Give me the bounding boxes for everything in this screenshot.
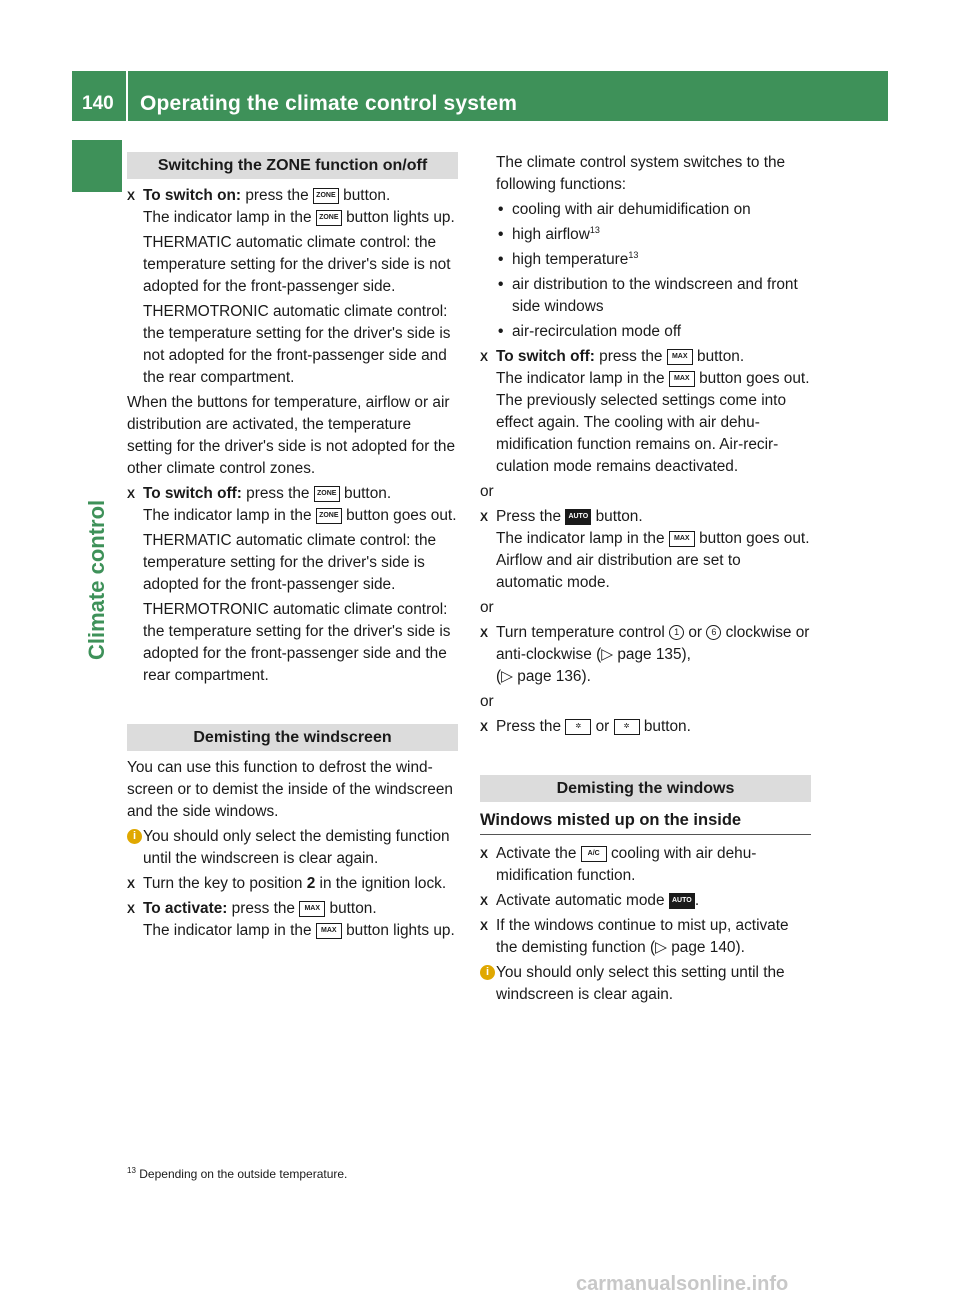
- activate-ac-step: X Activate the A/C cooling with air dehumidification function.: [480, 845, 757, 884]
- or-text: or: [480, 483, 494, 500]
- defrost-max-icon: MAX: [316, 923, 342, 939]
- side-section-label: Climate control: [84, 499, 109, 660]
- or-text: or: [480, 693, 494, 710]
- page-number: 140: [82, 93, 114, 114]
- zone-button-icon: ZONE: [316, 508, 342, 524]
- right-column: [480, 152, 811, 1009]
- step-arrow-icon: X: [480, 919, 489, 933]
- paragraph: You can use this function to defrost the windscreen or to demist the inside of the windscreen and the side windows.: [127, 759, 453, 820]
- paragraph: THERMOTRONIC automatic climate control: the temperature setting for the driver's side is not adopted for the front-passenger side and the rear compartment.: [143, 303, 451, 386]
- ac-button-icon: A/C: [581, 846, 607, 862]
- paragraph: THERMATIC automatic climate control: the temperature setting for the driver's side is adopted for the front-passenger side.: [143, 532, 437, 593]
- step-arrow-icon: X: [480, 510, 489, 524]
- demist-section-title: Demisting the windscreen: [127, 724, 458, 751]
- page-ref-arrow-icon: ▷: [501, 668, 518, 685]
- paragraph: THERMATIC automatic climate control: the temperature setting for the driver's side is not adopted for the front-passenger side.: [143, 234, 451, 295]
- defrost-max-icon: MAX: [667, 349, 693, 365]
- zone-section-title: Switching the ZONE function on/off: [127, 152, 458, 179]
- press-auto-step: X Press the AUTO button. The indicator lamp in the MAX button goes out. Airflow and air distribution are set to automatic mode.: [480, 508, 810, 591]
- windows-section-title: Demisting the windows: [480, 775, 811, 802]
- defrost-max-icon: MAX: [299, 901, 325, 917]
- ignition-step: X Turn the key to position 2 in the ignition lock.: [127, 873, 458, 895]
- windows-subtitle: Windows misted up on the inside: [480, 808, 811, 835]
- defrost-max-icon: MAX: [669, 371, 695, 387]
- info-icon: i: [127, 829, 142, 844]
- fan-up-icon: ✲: [565, 719, 591, 735]
- info-icon: i: [480, 965, 495, 980]
- page-ref-arrow-icon: ▷: [601, 646, 618, 663]
- or-text: or: [480, 599, 494, 616]
- left-column: [127, 152, 458, 945]
- step-arrow-icon: X: [127, 487, 136, 501]
- paragraph: When the buttons for temperature, airflow or air distribution are activated, the temperature setting for the driver's side is not adopted for the other climate control zones.: [127, 394, 456, 477]
- step-arrow-icon: X: [480, 626, 489, 640]
- press-fan-step: X Press the ✲ or ✲ button.: [480, 716, 811, 738]
- mist-up-step: X If the windows continue to mist up, activate the demisting function (▷ page 140).: [480, 917, 789, 956]
- zone-switch-on-step: X To switch on: press the ZONE button. The indicator lamp in the ZONE button lights up.: [127, 187, 455, 226]
- page-ref-arrow-icon: ▷: [655, 939, 672, 956]
- footnote-ref: 13: [628, 249, 639, 260]
- step-arrow-icon: X: [480, 720, 489, 734]
- zone-switch-off-step: X To switch off: press the ZONE button. The indicator lamp in the ZONE button goes out.: [127, 485, 457, 524]
- step-arrow-icon: X: [480, 847, 489, 861]
- turn-temperature-step: X Turn temperature control 1 or 6 clockwise or anti-clockwise (▷ page 135), (▷ page 136).: [480, 624, 810, 685]
- fan-down-icon: ✲: [614, 719, 640, 735]
- step-arrow-icon: X: [127, 189, 136, 203]
- step-arrow-icon: X: [480, 350, 489, 364]
- step-arrow-icon: X: [480, 894, 489, 908]
- control-1-icon: 1: [669, 625, 684, 640]
- auto-button-icon: AUTO: [669, 893, 695, 909]
- info-note: i You should only select the demisting function until the windscreen is clear again.: [127, 826, 458, 870]
- paragraph: THERMOTRONIC automatic climate control: the temperature setting for the driver's side is adopted for the front-passenger side and the rear compartment.: [143, 601, 451, 684]
- auto-button-icon: AUTO: [565, 509, 591, 525]
- control-6-icon: 6: [706, 625, 721, 640]
- demist-switch-off-step: X To switch off: press the MAX button. The indicator lamp in the MAX button goes out. The previously selected settings come into effect again. The cooling with air dehumidification function remains on. Air-recirculation mode remains deactivated.: [480, 348, 810, 475]
- header-divider: [126, 71, 128, 121]
- activate-auto-step: X Activate automatic mode AUTO .: [480, 890, 811, 912]
- list-item: • cooling with air dehumidification on: [498, 201, 751, 218]
- section-tab: [72, 140, 122, 192]
- footnote-ref: 13: [589, 224, 600, 235]
- list-item: • high airflow$^{13}$: [498, 224, 600, 243]
- paragraph: The climate control system switches to the following functions:: [496, 154, 786, 193]
- list-item: • high temperature$^{13}$: [498, 249, 639, 268]
- step-arrow-icon: X: [127, 902, 136, 916]
- step-arrow-icon: X: [127, 877, 136, 891]
- defrost-max-icon: MAX: [669, 531, 695, 547]
- zone-button-icon: ZONE: [316, 210, 342, 226]
- list-item: • air-recirculation mode off: [498, 323, 682, 340]
- watermark: carmanualsonline.info: [576, 1273, 789, 1295]
- info-note: i You should only select this setting until the windscreen is clear again.: [480, 962, 811, 1006]
- page-title: Operating the climate control system: [140, 92, 518, 115]
- zone-button-icon: ZONE: [313, 188, 339, 204]
- footnote: $^{13}$ Depending on the outside temperature.: [127, 1166, 348, 1181]
- demist-activate-step: X To activate: press the MAX button. The indicator lamp in the MAX button lights up.: [127, 900, 455, 939]
- zone-button-icon: ZONE: [314, 486, 340, 502]
- list-item: • air distribution to the windscreen and front side windows: [498, 276, 798, 315]
